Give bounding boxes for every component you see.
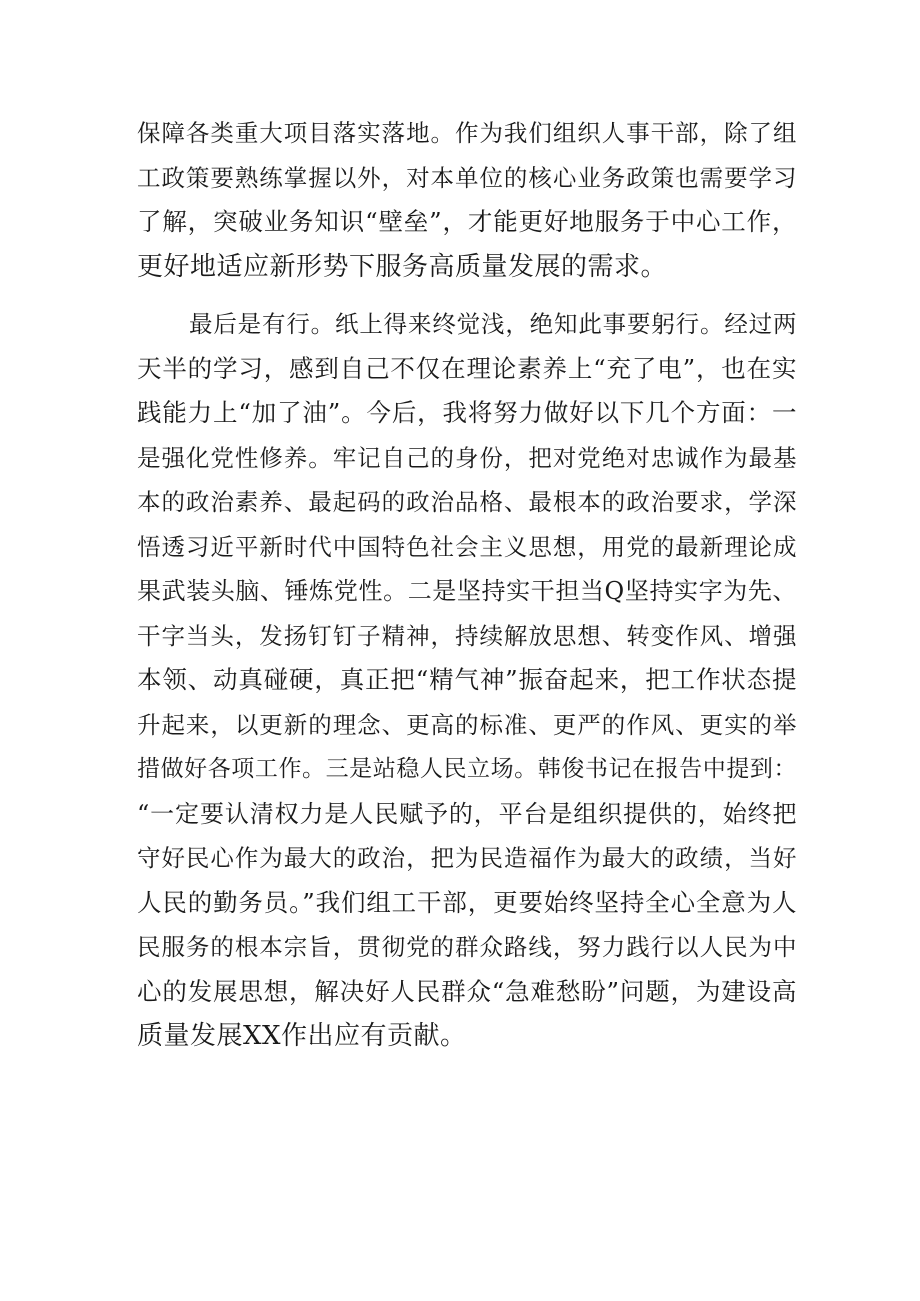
document-body: [137, 111, 797, 1059]
text-line: 最后是有行。纸上得来终觉浅，绝知此事要躬行。经过两: [189, 310, 797, 338]
text-line: 本的政治素养、最起码的政治品格、最根本的政治要求，学深: [137, 488, 797, 516]
text-line: 工政策要熟练掌握以外，对本单位的核心业务政策也需要学习: [137, 163, 797, 192]
text-line: 人民的勤务员。”我们组工干部，更要始终坚持全心全意为人: [137, 887, 797, 917]
text-line: 干字当头，发扬钉钉子精神，持续解放思想、转变作风、增强: [137, 621, 797, 650]
text-line: 守好民心作为最大的政治，把为民造福作为最大的政绩，当好: [137, 844, 797, 872]
text-line: 心的发展思想，解决好人民群众“急难愁盼”问题，为建设高: [137, 976, 797, 1006]
text-line: 本领、动真碰硬，真正把“精气神”振奋起来，把工作状态提: [137, 665, 797, 694]
text-line: 践能力上“加了油”。今后，我将努力做好以下几个方面：一: [137, 398, 797, 427]
text-line: 悟透习近平新时代中国特色社会主义思想，用党的最新理论成: [137, 532, 797, 561]
text-line: 了解，突破业务知识“壁垒”，才能更好地服务于中心工作，: [137, 207, 797, 236]
text-line: 质量发展XX作出应有贡献。: [137, 1021, 467, 1051]
text-line: 民服务的根本宗旨，贯彻党的群众路线，努力践行以人民为中: [137, 933, 797, 961]
text-line: 更好地适应新形势下服务高质量发展的需求。: [137, 251, 668, 282]
text-line: 是强化党性修养。牢记自己的身份，把对党绝对忠诚作为最基: [137, 443, 797, 472]
text-line: 措做好各项工作。三是站稳人民立场。韩俊书记在报告中提到：: [137, 756, 797, 782]
text-line: 果武装头脑、锤炼党性。二是坚持实干担当Q坚持实字为先、: [137, 577, 797, 605]
paragraph-1: [137, 111, 797, 289]
text-line: “一定要认清权力是人民赋予的，平台是组织提供的，始终把: [137, 799, 797, 828]
paragraph-2: [137, 302, 797, 1059]
text-line: 保障各类重大项目落实落地。作为我们组织人事干部，除了组: [137, 119, 797, 147]
text-line: 升起来，以更新的理念、更高的标准、更严的作风、更实的举: [137, 710, 797, 739]
text-line: 天半的学习，感到自己不仅在理论素养上“充了电”，也在实: [137, 353, 797, 383]
